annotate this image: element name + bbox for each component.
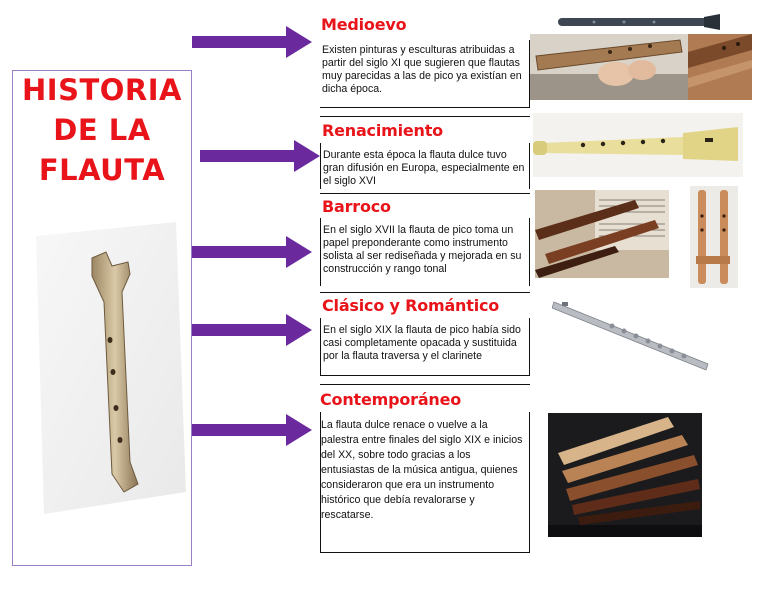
hand-recorder-image bbox=[530, 34, 688, 100]
traverse-flute-image bbox=[552, 294, 712, 376]
section-box-medioevo bbox=[320, 40, 530, 108]
section-title-medioevo: Medioevo bbox=[321, 15, 407, 34]
section-text-contemporaneo: La flauta dulce renace o vuelve a la palestra entre finales del siglo XIX e inicios del XX, sobre todo gracias a los entusiastas de la música antigua, quienes consideraron que era un instrumento histórico que debía revalorarse y rescatarse. bbox=[321, 419, 523, 521]
section-rule-renacimiento bbox=[320, 116, 530, 117]
section-text-barroco: En el siglo XVII la flauta de pico toma un papel preponderante como instrumento solista al ser rediseñada y mejorada en su construcción y rango tonal bbox=[323, 224, 522, 275]
baroque-recorder-parts-image bbox=[690, 186, 738, 288]
section-box-clasico bbox=[320, 318, 530, 376]
arrow-renacimiento-icon bbox=[200, 140, 320, 172]
carved-flute-detail-image bbox=[688, 34, 752, 100]
recorder-family-image bbox=[548, 413, 702, 537]
section-box-barroco bbox=[320, 218, 530, 286]
renaissance-recorder-image bbox=[533, 113, 743, 177]
section-text-renacimiento: Durante esta época la flauta dulce tuvo gran difusión en Europa, especialmente en el siglo XVI bbox=[323, 149, 525, 187]
main-title-line-1: HISTORIA bbox=[22, 73, 182, 107]
section-title-renacimiento: Renacimiento bbox=[322, 121, 443, 140]
section-rule-clasico bbox=[320, 292, 530, 293]
section-title-clasico: Clásico y Romántico bbox=[322, 296, 500, 315]
bone-flute-image bbox=[26, 222, 186, 514]
baroque-recorders-image bbox=[535, 190, 669, 278]
section-title-contemporaneo: Contemporáneo bbox=[320, 390, 462, 409]
arrow-barroco-icon bbox=[192, 236, 312, 268]
main-title bbox=[18, 70, 186, 190]
arrow-clasico-icon bbox=[192, 314, 312, 346]
main-title-line-2: DE LA bbox=[53, 113, 151, 147]
section-box-renacimiento bbox=[320, 143, 530, 189]
arrow-medioevo-icon bbox=[192, 26, 312, 58]
section-rule-contemporaneo bbox=[320, 384, 530, 385]
section-text-clasico: En el siglo XIX la flauta de pico había sido casi completamente opacada y sustituida por la flauta traversa y el clarinete bbox=[323, 324, 521, 362]
arrow-contemporaneo-icon bbox=[192, 414, 312, 446]
section-title-barroco: Barroco bbox=[322, 197, 391, 216]
medieval-flute-image bbox=[554, 12, 722, 32]
section-box-contemporaneo bbox=[320, 412, 530, 553]
section-text-medioevo: Existen pinturas y esculturas atribuidas a partir del siglo XI que sugieren que flautas muy parecidas a las de pico ya existían en dicha época. bbox=[322, 44, 522, 95]
section-rule-barroco bbox=[320, 193, 530, 194]
main-title-line-3: FLAUTA bbox=[38, 153, 166, 187]
